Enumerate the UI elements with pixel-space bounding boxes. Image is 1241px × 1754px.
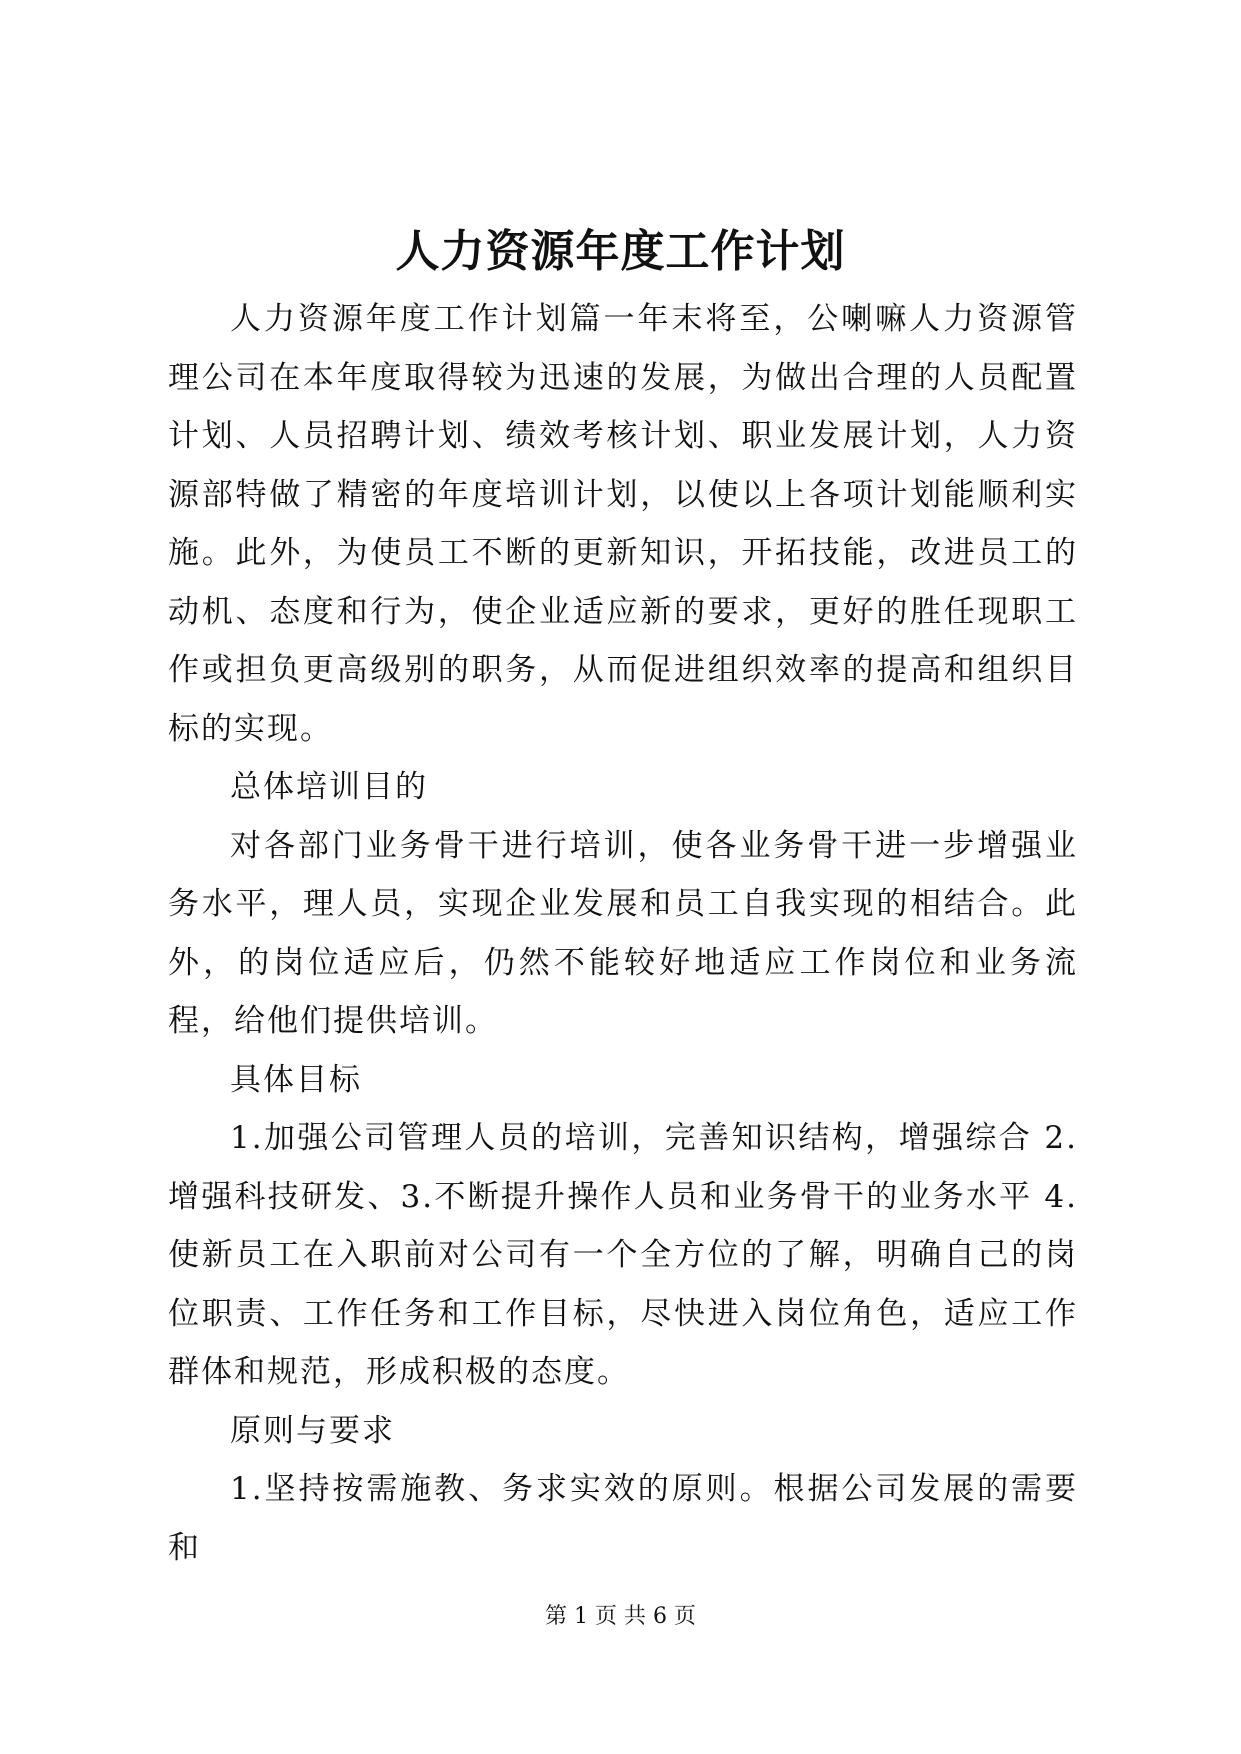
section-heading-specific-targets: 具体目标 [230,1061,362,1098]
overall-goal-paragraph: 对各部门业务骨干进行培训，使各业务骨干进一步增强业务水平，理人员，实现企业发展和员工自我实现的相结合。此外，的岗位适应后，仍然不能较好地适应工作岗位和业务流程，给他们提供培训。 [168,827,1078,1039]
document-title: 人力资源年度工作计划 [395,226,846,277]
document-body [168,290,1078,1577]
page-footer: 第 1 页 共 6 页 [545,1604,696,1629]
intro-paragraph: 人力资源年度工作计划篇一年末将至，公喇嘛人力资源管理公司在本年度取得较为迅速的发展，为做出合理的人员配置计划、人员招聘计划、绩效考核计划、职业发展计划，人力资源部特做了精密的年度培训计划，以使以上各项计划能顺利实施。此外，为使员工不断的更新知识，开拓技能，改进员工的动机、态度和行为，使企业适应新的要求，更好的胜任现职工作或担负更高级别的职务，从而促进组织效率的提高和组织目标的实现。 [168,301,1078,747]
section-heading-principles: 原则与要求 [230,1412,395,1449]
specific-targets-paragraph: 1.加强公司管理人员的培训，完善知识结构，增强综合 2.增强科技研发、3.不断提升操作人员和业务骨干的业务水平 4.使新员工在入职前对公司有一个全方位的了解，明确自己的岗位职责、工作任务和工作目标，尽快进入岗位角色，适应工作群体和规范，形成积极的态度。 [168,1120,1078,1390]
principles-paragraph: 1.坚持按需施教、务求实效的原则。根据公司发展的需要和 [168,1471,1078,1566]
section-heading-overall-goal: 总体培训目的 [230,769,428,805]
